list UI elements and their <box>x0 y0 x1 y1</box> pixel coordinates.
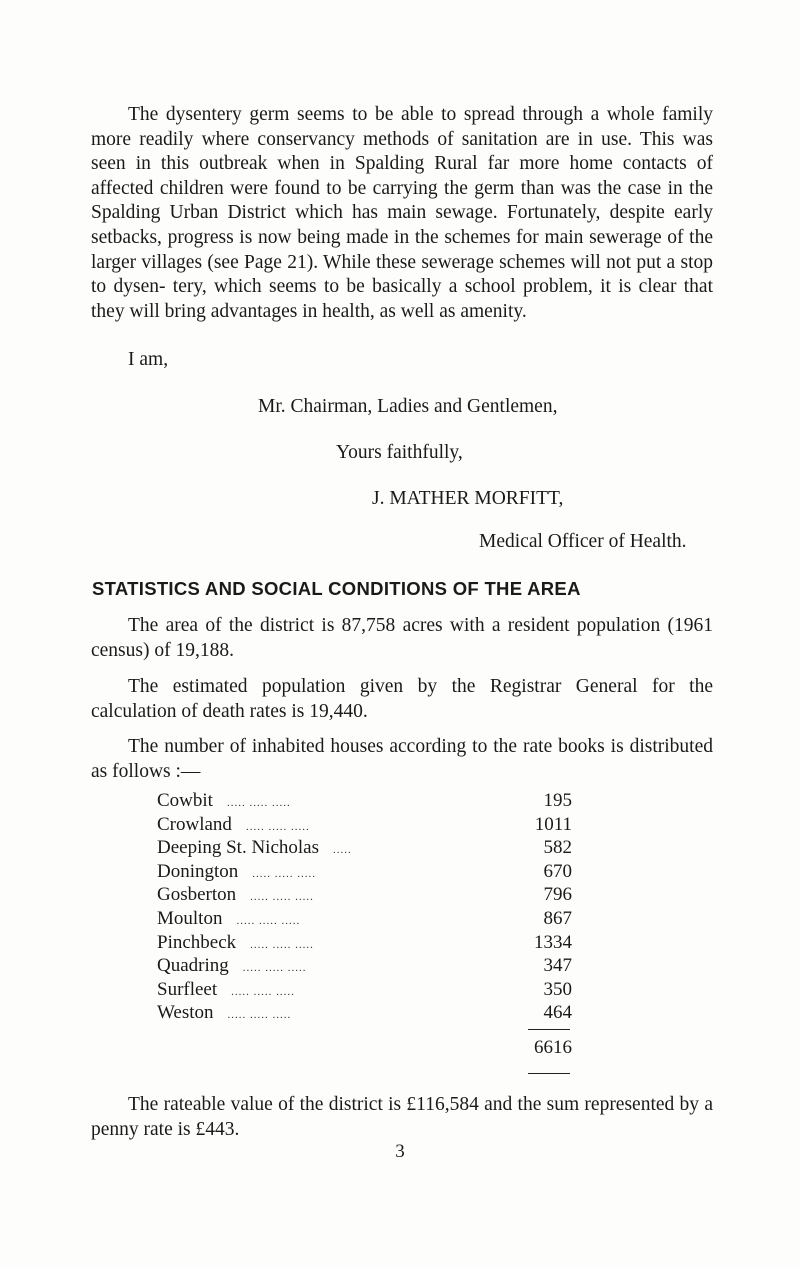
leader-dots: ..... ..... ..... <box>236 914 301 927</box>
closing-address: Mr. Chairman, Ladies and Gentlemen, <box>258 396 558 417</box>
house-count: 347 <box>543 955 572 977</box>
leader-dots: ..... ..... ..... <box>242 962 307 975</box>
table-row <box>157 931 572 955</box>
leader-dots: ..... <box>333 844 352 857</box>
area-paragraph: The area of the district is 87,758 acres with a resident population (1961 census) of 19,188. <box>91 615 713 661</box>
table-row <box>157 836 572 860</box>
parish-name: Pinchbeck <box>157 931 237 953</box>
parish-name: Surfleet <box>157 978 218 1000</box>
parish-name: Quadring <box>157 955 229 977</box>
house-count: 1334 <box>534 931 572 953</box>
parish-name: Moulton <box>157 907 223 929</box>
table-row <box>157 907 572 931</box>
leader-dots: ..... ..... ..... <box>231 985 295 998</box>
table-row <box>157 978 572 1002</box>
house-count: 350 <box>543 978 572 1000</box>
leader-dots: ..... ..... ..... <box>252 867 317 880</box>
table-row <box>157 789 572 813</box>
rateable-value-paragraph: The rateable value of the district is £116,584 and the sum represented by a penny rate is £443. <box>91 1094 713 1140</box>
parish-name: Donington <box>157 860 239 882</box>
signature-title: Medical Officer of Health. <box>479 531 687 552</box>
house-count: 582 <box>543 837 572 859</box>
closing-valediction: Yours faithfully, <box>336 442 463 463</box>
houses-total: 6616 <box>534 1037 572 1058</box>
table-row <box>157 1001 572 1025</box>
leader-dots: ..... ..... ..... <box>250 891 314 904</box>
house-count: 867 <box>543 907 572 929</box>
house-count: 1011 <box>534 813 572 835</box>
houses-intro-paragraph: The number of inhabited houses according to the rate books is distributed as follows :— <box>91 736 713 782</box>
house-count: 195 <box>543 790 572 811</box>
parish-name: Weston <box>157 1002 214 1024</box>
parish-name: Gosberton <box>157 884 237 906</box>
total-rule-bottom <box>528 1073 570 1074</box>
section-heading: STATISTICS AND SOCIAL CONDITIONS OF THE AREA <box>92 578 581 599</box>
house-count: 464 <box>543 1002 572 1024</box>
houses-table <box>157 789 572 1025</box>
leader-dots: ..... ..... ..... <box>245 820 310 833</box>
table-row <box>157 883 572 907</box>
intro-paragraph: The dysentery germ seems to be able to spread through a whole family more readily where conservancy methods of sanitation are in use. This was seen in this outbreak when in Spalding Rural far more home contacts of affected children were found to be carrying the germ than was the case in the Spalding Urban District which has main sewage. Fortunately, despite early setbacks, progress is now being made in the schemes for main sewerage of the larger villages (see Page 21). While these sewerage schemes will not put a stop to dysen- tery, which seems to be basically a school problem, it is clear that they will bring advantages in health, as well as amenity. <box>91 104 713 322</box>
parish-name: Deeping St. Nicholas <box>157 837 320 859</box>
total-rule-top <box>528 1029 570 1030</box>
leader-dots: ..... ..... ..... <box>226 797 291 809</box>
parish-name: Crowland <box>157 813 232 835</box>
table-row <box>157 954 572 978</box>
page-number: 3 <box>395 1141 405 1162</box>
table-row <box>157 860 572 884</box>
closing-salutation: I am, <box>128 349 169 370</box>
estimate-paragraph: The estimated population given by the Registrar General for the calculation of death rates is 19,440. <box>91 676 713 722</box>
parish-name: Cowbit <box>157 790 213 811</box>
leader-dots: ..... ..... ..... <box>250 938 314 951</box>
signature-name: J. MATHER MORFITT, <box>372 488 564 509</box>
house-count: 796 <box>543 884 572 906</box>
house-count: 670 <box>543 860 572 882</box>
leader-dots: ..... ..... ..... <box>227 1009 292 1022</box>
table-row <box>157 813 572 837</box>
